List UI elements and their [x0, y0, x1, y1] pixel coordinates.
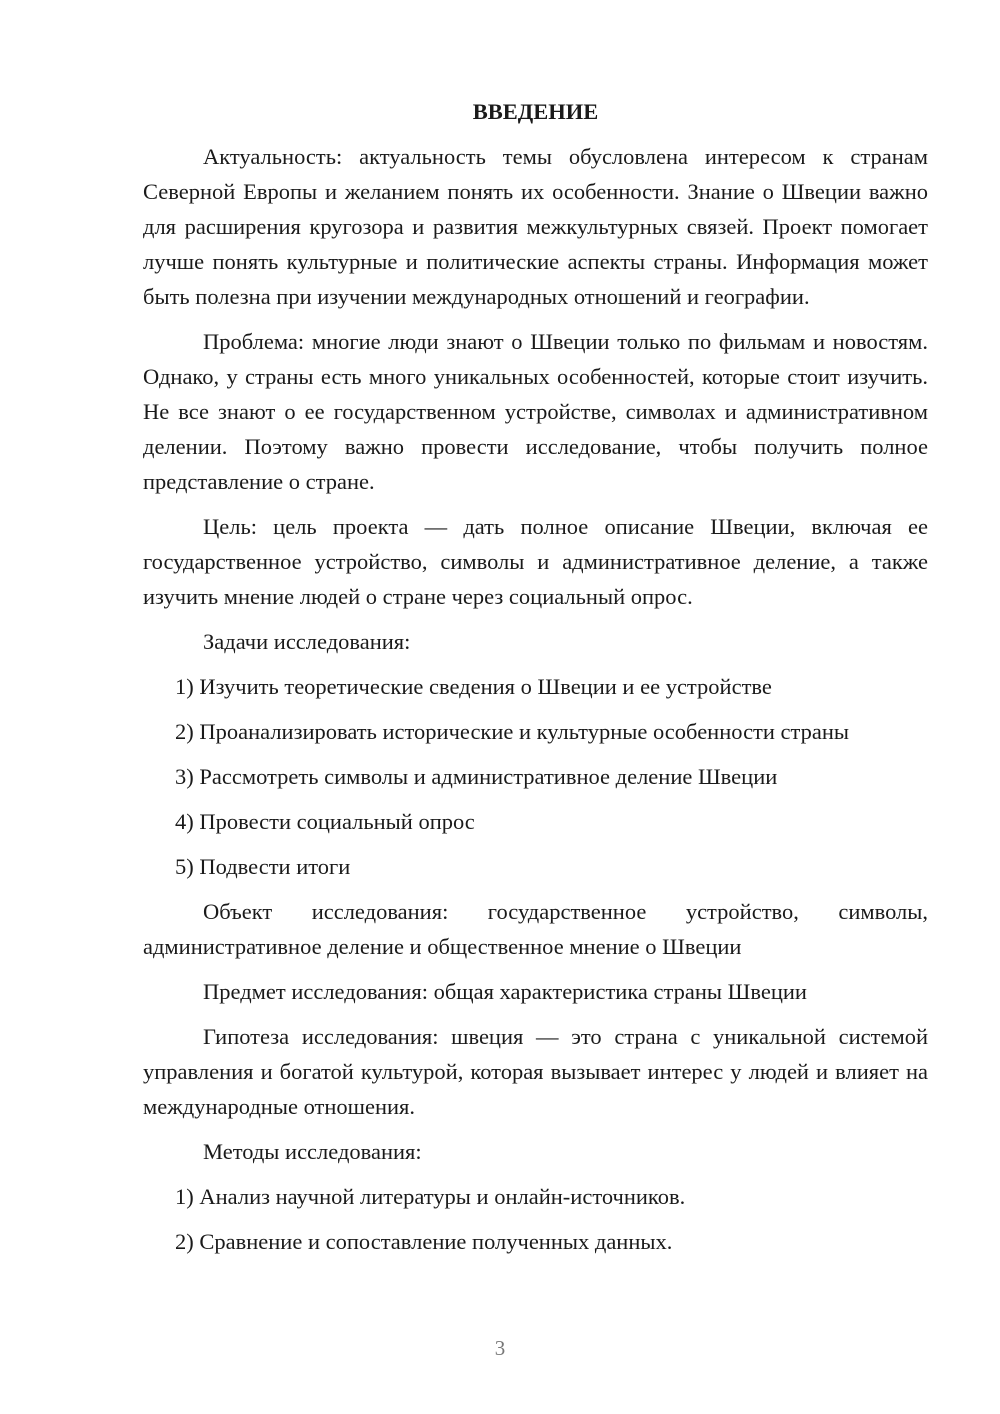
tasks-heading: Задачи исследования: [203, 629, 411, 654]
hypothesis-paragraph: Гипотеза исследования: швеция — это страна с уникальной системой управления и богатой культурой, которая вызывает интерес у людей и влияет на международные отношения. [143, 1024, 928, 1119]
list-item: 2) Сравнение и сопоставление полученных данных. [175, 1229, 673, 1254]
subject-paragraph: Предмет исследования: общая характеристика страны Швеции [203, 979, 807, 1004]
list-item: 1) Анализ научной литературы и онлайн-источников. [175, 1184, 686, 1209]
object-paragraph: Объект исследования: государственное устройство, символы, административное деление и общественное мнение о Швеции [143, 899, 928, 959]
list-item: 1) Изучить теоретические сведения о Швеции и ее устройстве [175, 674, 772, 699]
page-title: ВВЕДЕНИЕ [472, 99, 599, 124]
goal-paragraph: Цель: цель проекта — дать полное описание Швеции, включая ее государственное устройство, символы и административное деление, а также изучить мнение людей о стране через социальный опрос. [143, 514, 928, 609]
relevance-paragraph: Актуальность: актуальность темы обусловлена интересом к странам Северной Европы и желанием понять их особенности. Знание о Швеции важно для расширения кругозора и развития межкультурных связей. Проект помогает лучше понять культурные и политические аспекты страны. Информация может быть полезна при изучении международных отношений и географии. [143, 144, 928, 309]
tasks-list [143, 669, 928, 884]
problem-paragraph: Проблема: многие люди знают о Швеции только по фильмам и новостям. Однако, у страны есть много уникальных особенностей, которые стоит изучить. Не все знают о ее государственном устройстве, символах и административном делении. Поэтому важно провести исследование, чтобы получить полное представление о стране. [143, 329, 928, 494]
methods-list [143, 1179, 928, 1259]
methods-heading: Методы исследования: [203, 1139, 422, 1164]
list-item: 5) Подвести итоги [175, 854, 351, 879]
page-number: 3 [494, 1336, 506, 1360]
list-item: 4) Провести социальный опрос [175, 809, 475, 834]
list-item: 3) Рассмотреть символы и административное деление Швеции [175, 764, 778, 789]
document-page [143, 94, 928, 1269]
list-item: 2) Проанализировать исторические и культурные особенности страны [175, 719, 850, 744]
